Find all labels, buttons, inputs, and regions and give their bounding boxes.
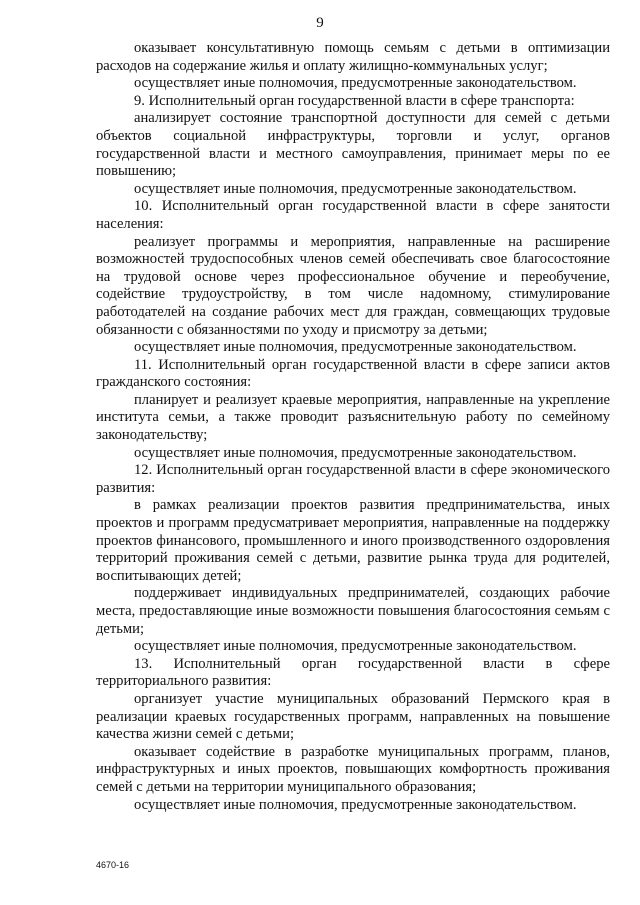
section-heading: 10. Исполнительный орган государственной власти в сфере занятости населения: (96, 198, 610, 232)
paragraph: осуществляет иные полномочия, предусмотренные законодательством. (134, 638, 577, 655)
section-heading: 12. Исполнительный орган государственной власти в сфере экономического развития: (96, 462, 610, 496)
paragraph: планирует и реализует краевые мероприятия, направленные на укрепление института семьи, а также проводит разъяснительную работу по семейному законодательству; (96, 391, 610, 444)
paragraph: осуществляет иные полномочия, предусмотренные законодательством. (134, 444, 577, 461)
paragraph: осуществляет иные полномочия, предусмотренные законодательством. (134, 180, 577, 197)
page-number: 9 (316, 15, 324, 31)
section-heading: 11. Исполнительный орган государственной власти в сфере записи актов гражданского состояния: (96, 356, 610, 391)
paragraph: осуществляет иные полномочия, предусмотренные законодательством. (134, 796, 577, 813)
paragraph: осуществляет иные полномочия, предусмотренные законодательством. (134, 75, 577, 92)
section-heading: 9. Исполнительный орган государственной власти в сфере транспорта: (134, 92, 575, 109)
document-body (96, 40, 610, 814)
paragraph: поддерживает индивидуальных предпринимателей, создающих рабочие места, предоставляющие иные возможности повышения благосостояния семьям с детьми; (96, 585, 610, 637)
paragraph: организует участие муниципальных образований Пермского края в реализации краевых государственных программ, направленных на повышение качества жизни семей с детьми; (96, 690, 610, 743)
paragraph: реализует программы и мероприятия, направленные на расширение возможностей трудоспособных членов семей обеспечивать свое благосостояние на трудовой основе через профессиональное обучение и переобучение, содействие трудоустройству, в том числе надомному, стимулирование работодателей на создание рабочих мест для граждан, совмещающих трудовые обязанности с обязанностями по уходу и присмотру за детьми; (96, 233, 610, 338)
paragraph: оказывает консультативную помощь семьям с детьми в оптимизации расходов на содержание жилья и оплату жилищно-коммунальных услуг; (96, 40, 610, 74)
paragraph: оказывает содействие в разработке муниципальных программ, планов, инфраструктурных и иных проектов, повышающих комфортность проживания семей с детьми на территории муниципального образования; (96, 743, 610, 795)
paragraph: в рамках реализации проектов развития предпринимательства, иных проектов и программ предусматривает мероприятия, направленные на поддержку проектов финансового, промышленного и иного производственного оздоровления территорий проживания семей с детьми, развитие рынка труда для родителей, воспитывающих детей; (96, 497, 610, 584)
section-heading: 13. Исполнительный орган государственной власти в сфере территориального развития: (96, 655, 610, 690)
document-code: 4670-16 (96, 860, 130, 870)
paragraph: анализирует состояние транспортной доступности для семей с детьми объектов социальной инфраструктуры, торговли и услуг, органов государственной власти и местного самоуправления, принимает меры по ее повышению; (96, 110, 610, 180)
paragraph: осуществляет иные полномочия, предусмотренные законодательством. (134, 339, 577, 356)
